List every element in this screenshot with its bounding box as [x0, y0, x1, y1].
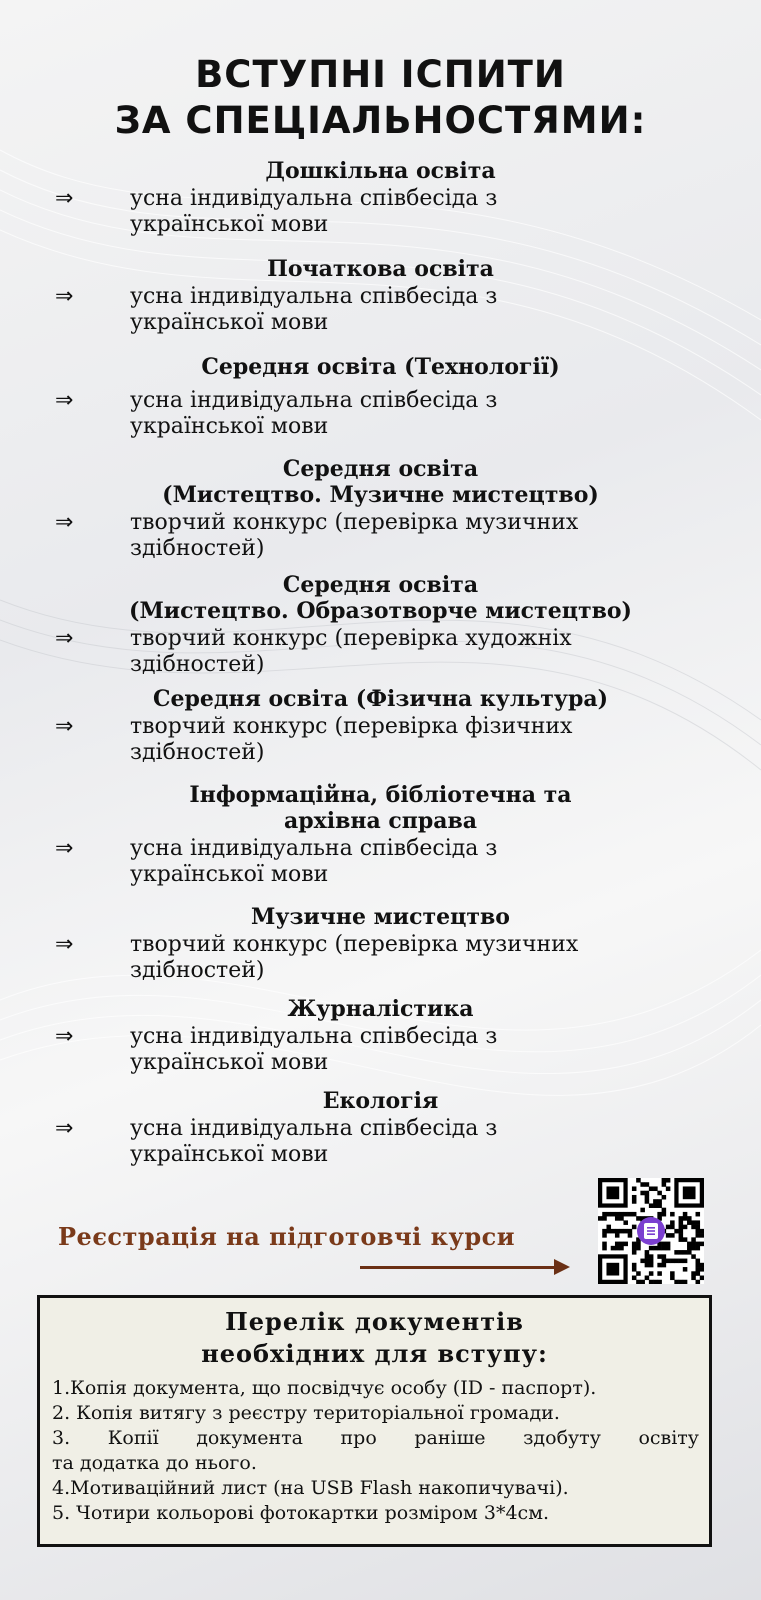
specialty-section — [0, 456, 761, 562]
documents-title-line2: необхідних для вступу: — [201, 1339, 548, 1368]
exam-line: української мови — [130, 212, 329, 237]
exam-item — [0, 836, 761, 888]
specialty-title: Середня освіта — [282, 456, 479, 482]
specialty-section — [0, 1088, 761, 1168]
exam-line: усна індивідуальна співбесіда з — [130, 186, 498, 211]
arrow-right-icon — [554, 1259, 570, 1275]
specialty-section — [0, 354, 761, 440]
specialty-title: Музичне мистецтво — [251, 904, 510, 930]
specialty-title: Початкова освіта — [267, 256, 494, 282]
exam-line: творчий конкурс (перевірка фізичних — [130, 714, 573, 739]
document-item: 2. Копія витягу з реєстру територіальної громади. — [52, 1402, 560, 1424]
exam-line: творчий конкурс (перевірка художніх — [130, 626, 572, 651]
double-arrow-icon: ⇒ — [55, 836, 74, 861]
specialty-title: Середня освіта (Фізична культура) — [152, 686, 609, 712]
exam-line: усна індивідуальна співбесіда з — [130, 284, 498, 309]
specialty-title: Екологія — [322, 1088, 439, 1114]
exam-item — [0, 186, 761, 238]
specialty-section — [0, 158, 761, 238]
document-item: 4.Мотиваційний лист (на USB Flash накопичувачі). — [52, 1477, 569, 1499]
exam-line: української мови — [130, 1050, 329, 1075]
documents-title — [40, 1306, 709, 1370]
specialty-section — [0, 904, 761, 984]
exam-line: української мови — [130, 310, 329, 335]
exam-line: здібностей) — [130, 536, 265, 561]
double-arrow-icon: ⇒ — [55, 284, 74, 309]
registration-label[interactable]: Реєстрація на підготовчі курси — [58, 1222, 516, 1251]
documents-box — [37, 1295, 712, 1547]
google-forms-icon — [637, 1217, 665, 1245]
double-arrow-icon: ⇒ — [55, 1024, 74, 1049]
specialty-subtitle: (Мистецтво. Образотворче мистецтво) — [129, 598, 632, 624]
exam-line: усна індивідуальна співбесіда з — [130, 1116, 498, 1141]
document-item: 3. Копії документа про раніше здобуту освіту — [52, 1427, 699, 1449]
exam-line: усна індивідуальна співбесіда з — [130, 836, 498, 861]
specialty-section — [0, 686, 761, 766]
document-item: 1.Копія документа, що посвідчує особу (ID - паспорт). — [52, 1377, 597, 1399]
document-item: 5. Чотири кольорові фотокартки розміром 3*4см. — [52, 1502, 550, 1524]
document-item: та додатка до нього. — [52, 1452, 257, 1474]
exam-item — [0, 714, 761, 766]
specialty-section — [0, 996, 761, 1076]
specialty-title: Середня освіта (Технології) — [201, 354, 560, 380]
specialty-title: Дошкільна освіта — [265, 158, 496, 184]
exam-line: творчий конкурс (перевірка музичних — [130, 932, 579, 957]
exam-item — [0, 1116, 761, 1168]
double-arrow-icon: ⇒ — [55, 186, 74, 211]
specialty-subtitle: архівна справа — [283, 808, 478, 834]
specialty-title: Інформаційна, бібліотечна та — [189, 782, 572, 808]
documents-title-line1: Перелік документів — [225, 1307, 524, 1336]
exam-line: української мови — [130, 1142, 329, 1167]
specialty-title: Журналістика — [287, 996, 474, 1022]
double-arrow-icon: ⇒ — [55, 1116, 74, 1141]
exam-line: здібностей) — [130, 740, 265, 765]
exam-line: усна індивідуальна співбесіда з — [130, 388, 498, 413]
double-arrow-icon: ⇒ — [55, 510, 74, 535]
exam-line: усна індивідуальна співбесіда з — [130, 1024, 498, 1049]
specialty-section — [0, 572, 761, 678]
registration-qr-code[interactable] — [598, 1178, 704, 1284]
exam-item — [0, 510, 761, 562]
double-arrow-icon: ⇒ — [55, 932, 74, 957]
main-title-line2: ЗА СПЕЦІАЛЬНОСТЯМИ: — [114, 99, 647, 142]
exam-line: творчий конкурс (перевірка музичних — [130, 510, 579, 535]
registration-arrow-line — [360, 1266, 560, 1269]
exam-item — [0, 284, 761, 336]
exam-item — [0, 932, 761, 984]
specialty-subtitle: (Мистецтво. Музичне мистецтво) — [162, 482, 599, 508]
exam-item — [0, 626, 761, 678]
double-arrow-icon: ⇒ — [55, 714, 74, 739]
exam-item — [0, 388, 761, 440]
specialty-title: Середня освіта — [282, 572, 479, 598]
exam-line: української мови — [130, 862, 329, 887]
double-arrow-icon: ⇒ — [55, 626, 74, 651]
exam-line: здібностей) — [130, 652, 265, 677]
specialty-section — [0, 256, 761, 336]
exam-line: здібностей) — [130, 958, 265, 983]
specialty-section — [0, 782, 761, 888]
double-arrow-icon: ⇒ — [55, 388, 74, 413]
exam-item — [0, 1024, 761, 1076]
exam-line: української мови — [130, 414, 329, 439]
main-title-line1: ВСТУПНІ ІСПИТИ — [195, 53, 566, 96]
